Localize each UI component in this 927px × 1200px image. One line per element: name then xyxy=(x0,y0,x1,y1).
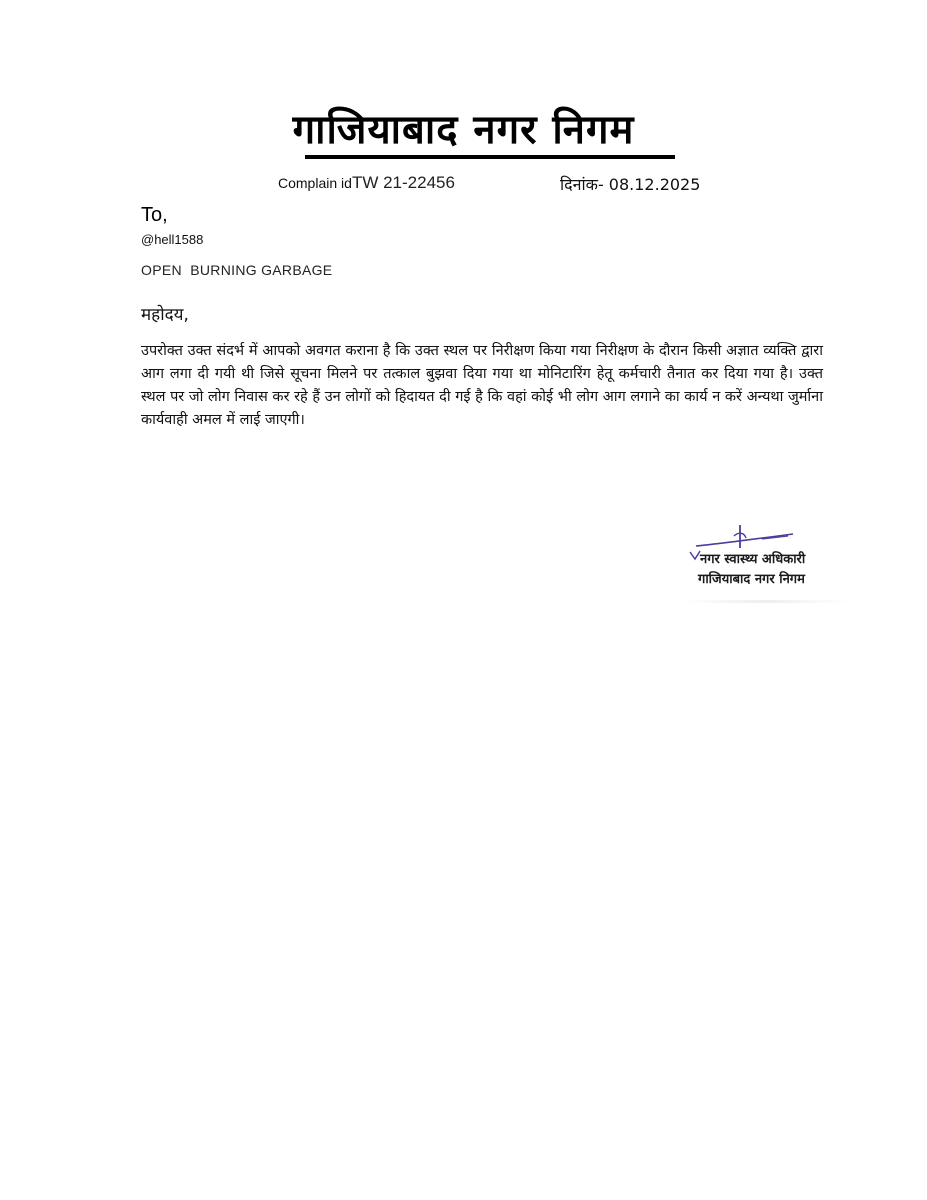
complain-id: TW 21-22456 xyxy=(351,173,455,192)
letter-body: उपरोक्त उक्त संदर्भ में आपको अवगत कराना है कि उक्त स्थल पर निरीक्षण किया गया निरीक्षण के दौरान किसी अज्ञात व्यक्ति द्वारा आग लगा दी गयी थी जिसे सूचना मिलने पर तत्काल बुझवा दिया गया था मोनिटारिंग हेतू कर्मचारी तैनात कर दिया गया है। उक्त स्थल पर जो लोग निवास कर रहे हैं उन लोगों को हिदायत दी गई है कि वहां कोई भी लोग आग लगाने का कार्य न करें अन्यथा जुर्माना कार्यवाही अमल में लाई जाएगी। xyxy=(141,343,823,428)
meta-row xyxy=(0,173,927,195)
letterhead-title: गाजियाबाद नगर निगम xyxy=(292,107,635,153)
title-underline xyxy=(305,155,675,159)
signature-stamp-edge xyxy=(680,600,850,603)
signatory-organization: गाजियाबाद नगर निगम xyxy=(698,572,805,587)
signatory-designation: नगर स्वास्थ्य अधिकारी xyxy=(700,552,806,567)
recipient-handle: @hell1588 xyxy=(141,232,204,247)
salutation: महोदय, xyxy=(141,305,189,325)
complain-info xyxy=(278,173,455,193)
signature-block xyxy=(680,522,850,604)
letter-date: दिनांक- 08.12.2025 xyxy=(560,175,701,194)
to-label: To, xyxy=(141,204,168,226)
complain-label: Complain id xyxy=(278,175,352,191)
subject-line: OPEN BURNING GARBAGE xyxy=(141,262,333,278)
